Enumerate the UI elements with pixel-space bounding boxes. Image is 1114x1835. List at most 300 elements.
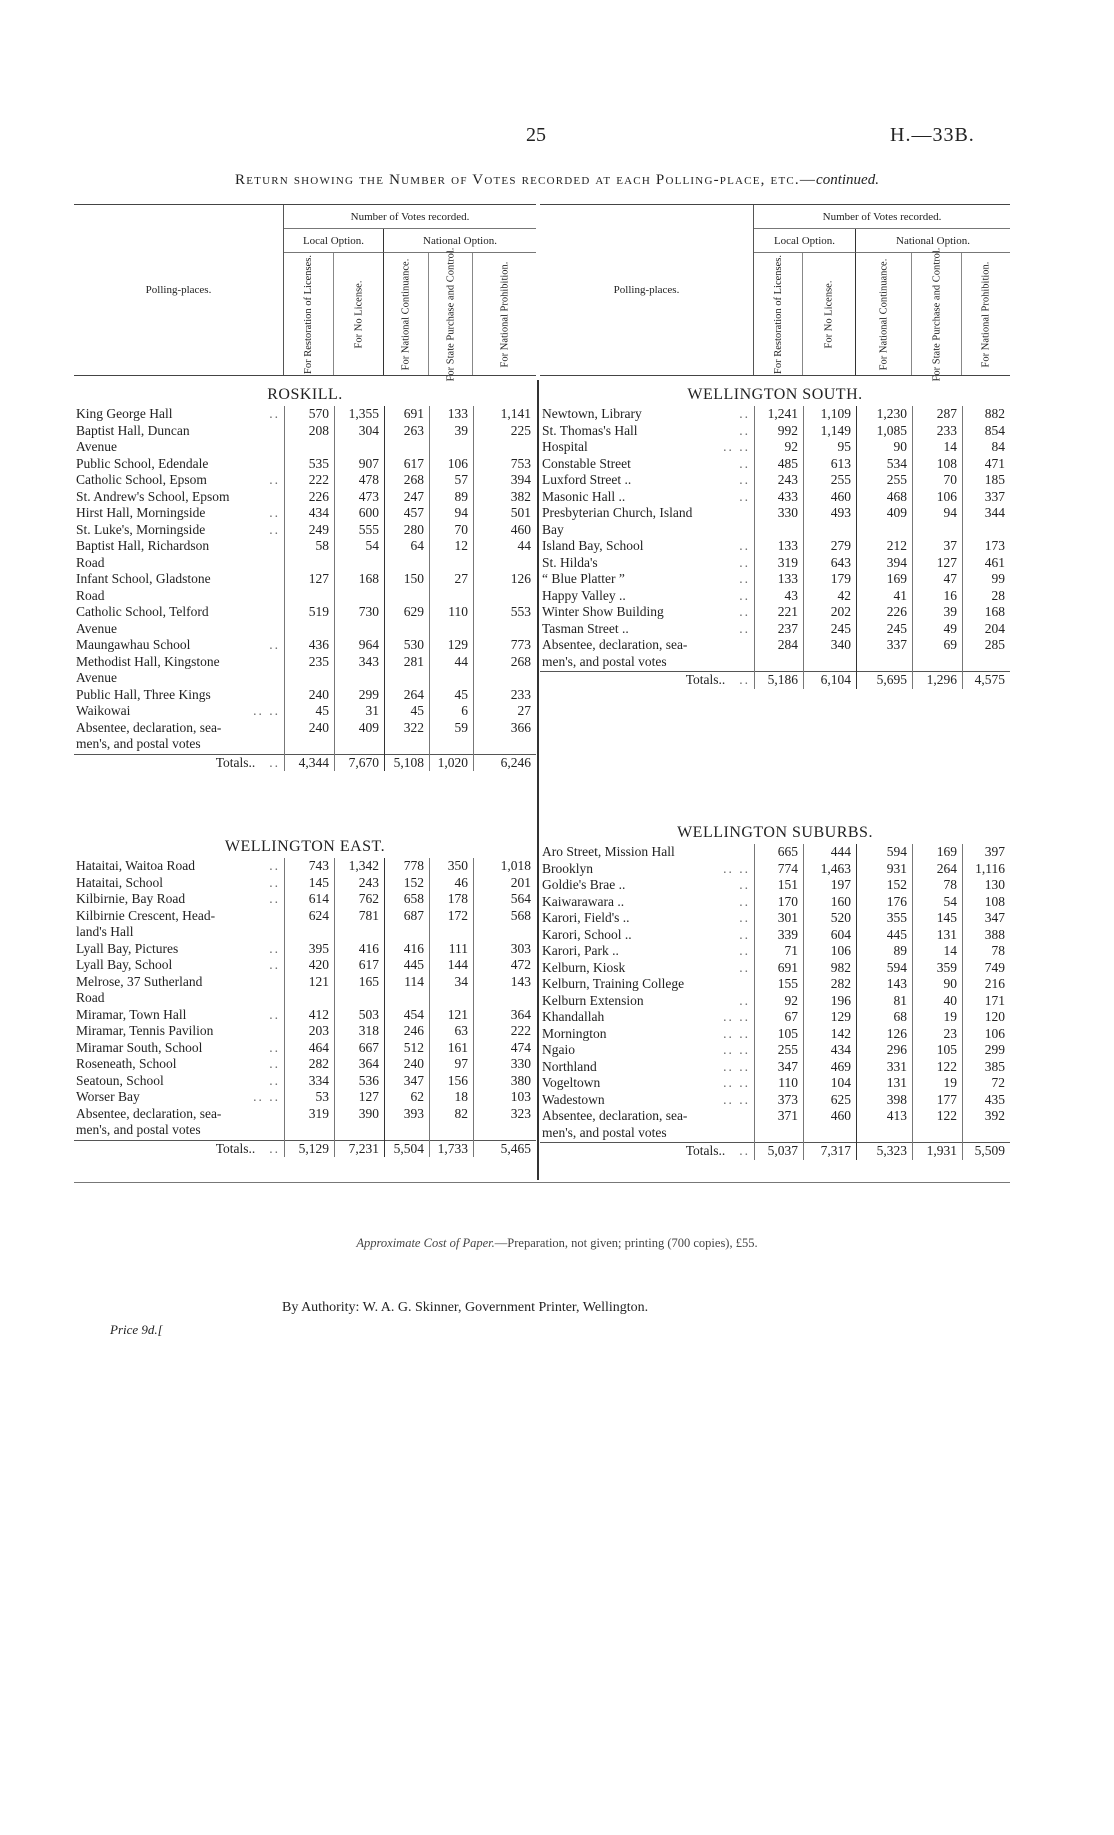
polling-place-name: Avenue	[76, 439, 117, 454]
prohibition-votes: 130	[984, 877, 1005, 892]
table-row	[540, 604, 1010, 621]
no-license-votes: 493	[830, 505, 851, 520]
continuance-votes: 393	[403, 1105, 424, 1121]
table-row	[74, 571, 536, 588]
prohibition-votes: 5,465	[500, 1140, 531, 1156]
continuance-votes	[384, 924, 429, 941]
polling-place-name: Aro Street, Mission Hall	[542, 844, 675, 859]
prohibition-votes: 185	[984, 472, 1005, 487]
polling-place-name: Kelburn, Kiosk	[542, 959, 626, 975]
no-license-votes	[334, 736, 384, 753]
leader-dots: ..	[739, 926, 750, 942]
continuance-votes: 143	[886, 976, 907, 991]
continuance-votes: 226	[886, 604, 907, 619]
no-license-votes: 104	[830, 1075, 851, 1090]
table-row	[74, 924, 536, 941]
table-row	[74, 1122, 536, 1139]
polling-place-name: St. Thomas's Hall	[542, 422, 638, 438]
leader-dots: .. ..	[253, 1089, 280, 1104]
table-row	[74, 406, 536, 423]
polling-place-name: Luxford Street ..	[542, 472, 632, 487]
restoration-votes: 53	[315, 1089, 329, 1104]
prohibition-votes: 749	[984, 959, 1005, 975]
polling-place-cell	[540, 1009, 754, 1026]
leader-dots: ..	[269, 858, 280, 873]
continuance-votes: 68	[893, 1009, 907, 1024]
continuance-votes: 394	[886, 554, 907, 570]
polling-place-cell	[74, 1122, 284, 1139]
table-row	[540, 522, 1010, 539]
polling-place-cell	[74, 974, 284, 991]
leader-dots: ..	[739, 672, 750, 687]
prohibition-votes	[962, 522, 1010, 539]
no-license-votes: 282	[830, 976, 851, 991]
polling-place-name: St. Luke's, Morningside	[76, 521, 206, 537]
state-purchase-votes: 40	[943, 992, 957, 1008]
cost-label: Approximate Cost of Paper.	[356, 1236, 495, 1250]
state-purchase-votes: 169	[936, 844, 957, 859]
section-title-wellington-south: WELLINGTON SOUTH.	[687, 386, 863, 403]
no-license-votes: 127	[358, 1089, 379, 1104]
section-wellington-south	[540, 384, 1010, 689]
polling-place-cell	[540, 1108, 754, 1125]
prohibition-votes: 323	[510, 1105, 531, 1121]
state-purchase-votes: 70	[454, 521, 468, 537]
prohibition-votes: 460	[510, 521, 531, 537]
polling-place-cell	[540, 522, 754, 539]
prohibition-votes: 299	[984, 1042, 1005, 1057]
section-title-roskill: ROSKILL.	[267, 386, 343, 403]
prohibition-votes: 5,509	[974, 1143, 1005, 1158]
table-row	[540, 993, 1010, 1010]
state-purchase-votes: 18	[454, 1089, 468, 1104]
title-continued: continued.	[816, 172, 879, 188]
no-license-votes	[334, 670, 384, 687]
state-purchase-votes: 1,733	[437, 1140, 468, 1156]
polling-place-cell	[540, 1075, 754, 1092]
continuance-votes: 687	[403, 907, 424, 923]
leader-dots: ..	[269, 1072, 280, 1088]
state-purchase-votes	[429, 1122, 473, 1139]
table-row	[74, 439, 536, 456]
no-license-votes: 473	[358, 488, 379, 504]
prohibition-votes	[473, 736, 536, 753]
table-row	[540, 877, 1010, 894]
restoration-votes	[754, 522, 803, 539]
section-roskill	[74, 384, 536, 771]
polling-place-name: men's, and postal votes	[76, 1122, 201, 1137]
header-prohibition-right: For National Prohibition.	[980, 261, 992, 367]
polling-place-name: Lyall Bay, School	[76, 957, 173, 972]
table-row	[74, 990, 536, 1007]
polling-place-cell	[74, 720, 284, 737]
leader-dots: ..	[269, 1039, 280, 1055]
prohibition-votes: 435	[984, 1091, 1005, 1107]
prohibition-votes: 28	[991, 587, 1005, 603]
prohibition-votes: 171	[984, 992, 1005, 1008]
leader-dots: ..	[269, 754, 280, 770]
state-purchase-votes: 89	[454, 488, 468, 504]
polling-place-name: Hataitai, School	[76, 874, 163, 890]
polling-place-name: Public Hall, Three Kings	[76, 686, 211, 702]
section-title-wellington-suburbs: WELLINGTON SUBURBS.	[677, 824, 873, 841]
prohibition-votes: 44	[517, 538, 531, 553]
prohibition-votes: 773	[510, 637, 531, 652]
restoration-votes: 208	[308, 422, 329, 438]
state-purchase-votes: 37	[943, 538, 957, 553]
state-purchase-votes: 39	[943, 604, 957, 619]
table-row	[74, 858, 536, 875]
table-row	[74, 654, 536, 671]
no-license-votes: 390	[358, 1105, 379, 1121]
polling-place-name: Winter Show Building	[542, 604, 664, 619]
leader-dots: .. ..	[723, 1009, 750, 1024]
wellington-suburbs-rows	[540, 844, 1010, 1160]
polling-place-name: Karori, Field's ..	[542, 910, 630, 925]
prohibition-votes: 380	[510, 1072, 531, 1088]
prohibition-votes: 222	[510, 1023, 531, 1038]
state-purchase-votes: 14	[943, 943, 957, 958]
table-row	[540, 943, 1010, 960]
continuance-votes: 778	[403, 858, 424, 873]
column-header-left	[74, 204, 536, 381]
state-purchase-votes: 1,931	[926, 1143, 957, 1158]
state-purchase-votes: 94	[454, 505, 468, 520]
restoration-votes: 301	[777, 910, 798, 925]
restoration-votes: 249	[308, 521, 329, 537]
no-license-votes: 555	[358, 521, 379, 537]
restoration-votes: 110	[778, 1075, 798, 1090]
continuance-votes: 131	[886, 1075, 907, 1090]
polling-place-cell	[74, 687, 284, 704]
no-license-votes: 54	[365, 538, 379, 553]
polling-place-name: Ngaio	[542, 1042, 575, 1057]
continuance-votes: 658	[403, 891, 424, 906]
continuance-votes	[856, 522, 912, 539]
polling-place-cell	[74, 571, 284, 588]
polling-place-name: Infant School, Gladstone	[76, 571, 211, 586]
polling-place-cell	[74, 456, 284, 473]
no-license-votes: 625	[830, 1091, 851, 1107]
continuance-votes: 169	[886, 571, 907, 586]
leader-dots: ..	[269, 891, 280, 906]
table-row	[540, 439, 1010, 456]
no-license-votes: 478	[358, 472, 379, 487]
no-license-votes	[334, 555, 384, 572]
restoration-votes: 4,344	[298, 754, 329, 770]
prohibition-votes: 854	[984, 422, 1005, 438]
table-row	[74, 720, 536, 737]
document-code: H.—33B.	[890, 124, 975, 146]
state-purchase-votes: 82	[454, 1105, 468, 1121]
polling-place-name: Karori, School ..	[542, 926, 632, 942]
no-license-votes	[334, 990, 384, 1007]
header-local-option-right: Local Option.	[754, 229, 856, 253]
no-license-votes: 781	[358, 907, 379, 923]
table-row	[540, 555, 1010, 572]
no-license-votes: 255	[830, 472, 851, 487]
totals-label: Totals..	[215, 754, 256, 770]
table-row	[74, 472, 536, 489]
totals-label: Totals..	[215, 1140, 256, 1156]
state-purchase-votes: 264	[936, 860, 957, 876]
restoration-votes	[284, 588, 334, 605]
no-license-votes: 469	[830, 1058, 851, 1074]
restoration-votes: 319	[777, 554, 798, 570]
prohibition-votes: 1,116	[975, 860, 1005, 876]
table-row	[74, 1106, 536, 1123]
polling-place-cell	[540, 976, 754, 993]
prohibition-votes: 173	[984, 538, 1005, 553]
restoration-votes: 133	[777, 571, 798, 586]
table-row	[540, 1075, 1010, 1092]
polling-place-cell	[74, 670, 284, 687]
no-license-votes	[334, 439, 384, 456]
continuance-votes: 5,695	[876, 672, 907, 687]
table-row	[74, 908, 536, 925]
no-license-votes: 762	[358, 891, 379, 906]
leader-dots: .. ..	[723, 1025, 750, 1041]
polling-place-cell	[540, 588, 754, 605]
prohibition-votes	[473, 588, 536, 605]
polling-place-name: Kilbirnie Crescent, Head-	[76, 907, 216, 923]
prohibition-votes: 27	[517, 703, 531, 718]
polling-place-cell	[540, 406, 754, 423]
continuance-votes: 5,323	[876, 1143, 907, 1158]
state-purchase-votes: 14	[943, 439, 957, 454]
polling-place-cell	[74, 1007, 284, 1024]
polling-place-cell	[540, 993, 754, 1010]
continuance-votes: 445	[886, 926, 907, 942]
state-purchase-votes	[912, 654, 962, 671]
continuance-votes: 246	[403, 1023, 424, 1038]
table-row	[74, 621, 536, 638]
continuance-votes: 457	[403, 505, 424, 520]
restoration-votes	[284, 924, 334, 941]
continuance-votes	[384, 736, 429, 753]
no-license-votes: 129	[830, 1009, 851, 1024]
continuance-votes	[856, 654, 912, 671]
header-polling-places: Polling-places.	[74, 205, 284, 375]
leader-dots: ..	[739, 992, 750, 1008]
prohibition-votes: 6,246	[500, 754, 531, 770]
restoration-votes	[284, 621, 334, 638]
polling-place-cell	[540, 439, 754, 456]
polling-place-cell	[540, 1092, 754, 1109]
polling-place-cell	[540, 604, 754, 621]
prohibition-votes: 471	[984, 455, 1005, 471]
polling-place-cell	[74, 472, 284, 489]
restoration-votes: 334	[308, 1072, 329, 1088]
restoration-votes: 221	[777, 604, 798, 619]
header-national-option: National Option.	[384, 229, 536, 253]
continuance-votes: 629	[403, 604, 424, 619]
restoration-votes: 203	[308, 1023, 329, 1038]
prohibition-votes: 120	[984, 1009, 1005, 1024]
no-license-votes: 1,463	[820, 860, 851, 876]
state-purchase-votes: 129	[447, 637, 468, 652]
state-purchase-votes: 39	[454, 422, 468, 438]
polling-place-name: Kelburn Extension	[542, 992, 644, 1008]
restoration-votes: 243	[777, 472, 798, 487]
leader-dots: ..	[739, 455, 750, 471]
no-license-votes: 1,149	[820, 422, 851, 438]
polling-place-name: Island Bay, School	[542, 538, 644, 553]
polling-place-name: Masonic Hall ..	[542, 488, 626, 504]
table-row	[74, 423, 536, 440]
header-restoration-right: For Restoration of Licenses.	[772, 254, 784, 374]
state-purchase-votes	[429, 990, 473, 1007]
polling-place-cell	[74, 941, 284, 958]
state-purchase-votes: 45	[454, 686, 468, 702]
continuance-votes: 1,230	[876, 406, 907, 421]
prohibition-votes: 108	[984, 893, 1005, 909]
center-divider	[537, 380, 539, 1180]
table-row	[74, 670, 536, 687]
prohibition-votes: 392	[984, 1108, 1005, 1123]
leader-dots: ..	[739, 422, 750, 438]
restoration-votes: 58	[315, 538, 329, 553]
table-row	[540, 406, 1010, 423]
continuance-votes: 5,504	[393, 1140, 424, 1156]
state-purchase-votes: 106	[936, 488, 957, 504]
polling-place-cell	[540, 456, 754, 473]
continuance-votes: 152	[403, 874, 424, 890]
header-votes-recorded: Number of Votes recorded.	[284, 205, 536, 229]
table-row	[74, 1040, 536, 1057]
state-purchase-votes: 1,020	[437, 754, 468, 770]
leader-dots: ..	[269, 1056, 280, 1071]
continuance-votes: 931	[886, 860, 907, 876]
polling-place-cell	[540, 943, 754, 960]
footer-cost	[0, 1236, 1114, 1251]
state-purchase-votes: 49	[943, 620, 957, 636]
prohibition-votes: 366	[510, 719, 531, 735]
polling-place-name: Newtown, Library	[542, 406, 642, 421]
polling-place-cell	[74, 1089, 284, 1106]
polling-place-name: Miramar, Tennis Pavilion	[76, 1023, 214, 1038]
polling-place-cell	[74, 505, 284, 522]
restoration-votes: 284	[777, 637, 798, 652]
table-row	[74, 456, 536, 473]
polling-place-name: Happy Valley ..	[542, 587, 626, 603]
document-title	[0, 172, 1114, 189]
polling-place-cell	[74, 637, 284, 654]
polling-place-name: Miramar, Town Hall	[76, 1006, 187, 1022]
polling-place-name: Avenue	[76, 670, 117, 685]
no-license-votes: 6,104	[820, 672, 851, 687]
restoration-votes	[284, 990, 334, 1007]
prohibition-votes: 397	[984, 844, 1005, 859]
page-number: 25	[526, 124, 546, 146]
no-license-votes: 964	[358, 637, 379, 652]
table-row	[74, 505, 536, 522]
leader-dots: ..	[269, 637, 280, 652]
restoration-votes: 743	[308, 858, 329, 873]
continuance-votes: 398	[886, 1091, 907, 1107]
no-license-votes: 179	[830, 571, 851, 586]
no-license-votes	[334, 924, 384, 941]
polling-place-cell	[540, 637, 754, 654]
continuance-votes: 240	[403, 1056, 424, 1071]
table-row	[74, 522, 536, 539]
prohibition-votes: 1,141	[500, 406, 531, 421]
totals-row	[74, 754, 536, 772]
state-purchase-votes	[429, 924, 473, 941]
polling-place-cell	[540, 960, 754, 977]
polling-place-name: Presbyterian Church, Island	[542, 505, 693, 520]
polling-place-cell	[74, 891, 284, 908]
state-purchase-votes: 133	[447, 406, 468, 421]
polling-place-cell	[74, 423, 284, 440]
table-row	[74, 489, 536, 506]
polling-place-name: Road	[76, 587, 105, 603]
prohibition-votes: 168	[984, 604, 1005, 619]
prohibition-votes: 78	[991, 943, 1005, 958]
no-license-votes: 7,317	[820, 1143, 851, 1158]
prohibition-votes: 4,575	[974, 672, 1005, 687]
continuance-votes: 152	[886, 877, 907, 892]
prohibition-votes: 347	[984, 910, 1005, 925]
table-row	[74, 875, 536, 892]
continuance-votes: 512	[403, 1039, 424, 1055]
prohibition-votes: 472	[510, 957, 531, 972]
no-license-votes: 245	[830, 620, 851, 636]
restoration-votes: 226	[308, 488, 329, 504]
prohibition-votes	[962, 654, 1010, 671]
state-purchase-votes: 27	[454, 571, 468, 586]
polling-place-cell	[540, 844, 754, 861]
table-row	[74, 736, 536, 753]
continuance-votes: 150	[403, 571, 424, 586]
continuance-votes: 337	[886, 637, 907, 652]
table-row	[540, 861, 1010, 878]
polling-place-cell	[540, 571, 754, 588]
polling-place-name: Kilbirnie, Bay Road	[76, 891, 186, 906]
header-votes-recorded-right: Number of Votes recorded.	[754, 205, 1010, 229]
state-purchase-votes: 94	[943, 505, 957, 520]
continuance-votes: 534	[886, 455, 907, 471]
polling-place-cell	[74, 555, 284, 572]
polling-place-cell	[74, 908, 284, 925]
no-license-votes: 165	[358, 973, 379, 989]
restoration-votes	[754, 1125, 803, 1142]
no-license-votes	[803, 1125, 856, 1142]
totals-row	[540, 671, 1010, 689]
totals-row	[74, 1140, 536, 1158]
polling-place-cell	[540, 861, 754, 878]
table-row	[74, 891, 536, 908]
restoration-votes: 436	[308, 637, 329, 652]
restoration-votes	[284, 670, 334, 687]
continuance-votes: 530	[403, 637, 424, 652]
prohibition-votes: 103	[510, 1089, 531, 1104]
table-row	[540, 976, 1010, 993]
restoration-votes: 395	[308, 940, 329, 956]
header-polling-places-right: Polling-places.	[540, 205, 754, 375]
restoration-votes: 535	[308, 455, 329, 471]
section-title-wellington-east: WELLINGTON EAST.	[224, 838, 386, 855]
restoration-votes	[284, 555, 334, 572]
polling-place-cell	[74, 736, 284, 753]
continuance-votes	[384, 621, 429, 638]
table-row	[74, 604, 536, 621]
continuance-votes	[384, 990, 429, 1007]
prohibition-votes: 204	[984, 620, 1005, 636]
table-row	[74, 1023, 536, 1040]
polling-place-cell	[74, 755, 284, 772]
state-purchase-votes: 34	[454, 973, 468, 989]
